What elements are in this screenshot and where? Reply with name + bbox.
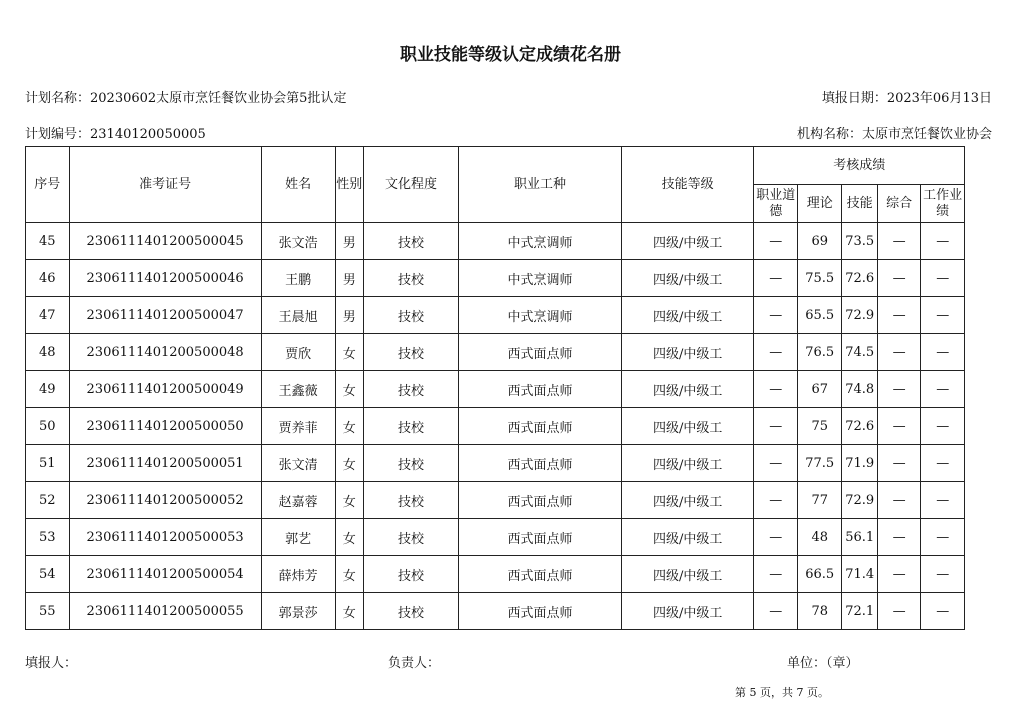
cell-ethics: — [754,297,798,334]
cell-education: 技校 [363,223,458,260]
cell-gender: 女 [335,556,363,593]
cell-education: 技校 [363,260,458,297]
cell-name: 张文浩 [261,223,335,260]
header-scores: 考核成绩 [754,147,965,185]
cell-seq: 49 [26,371,70,408]
header-level: 技能等级 [621,147,754,223]
header-exam-id: 准考证号 [69,147,261,223]
page-title: 职业技能等级认定成绩花名册 [400,45,621,65]
cell-seq: 52 [26,482,70,519]
header-skill: 技能 [842,185,877,223]
roster-body [26,223,965,630]
cell-theory: 78 [797,593,842,630]
cell-education: 技校 [363,408,458,445]
cell-ethics: — [754,482,798,519]
cell-overall: — [877,260,921,297]
org-name-value: 太原市烹饪餐饮业协会 [861,127,992,142]
cell-gender: 女 [335,482,363,519]
cell-theory: 66.5 [797,556,842,593]
cell-work: — [921,371,965,408]
cell-exam-id: 2306111401200500047 [69,297,261,334]
cell-name: 张文清 [261,445,335,482]
cell-skill: 72.9 [842,482,877,519]
cell-name: 贾养菲 [261,408,335,445]
cell-gender: 男 [335,223,363,260]
cell-skill: 73.5 [842,223,877,260]
cell-ethics: — [754,519,798,556]
cell-exam-id: 2306111401200500055 [69,593,261,630]
cell-education: 技校 [363,593,458,630]
cell-theory: 48 [797,519,842,556]
cell-gender: 女 [335,371,363,408]
cell-gender: 女 [335,334,363,371]
cell-seq: 55 [26,593,70,630]
cell-skill: 56.1 [842,519,877,556]
roster-table [25,146,965,630]
responsible-label: 负责人： [388,656,441,671]
cell-theory: 77.5 [797,445,842,482]
header-theory: 理论 [797,185,842,223]
cell-level: 四级/中级工 [621,260,754,297]
cell-seq: 48 [26,334,70,371]
plan-name [25,87,346,106]
cell-overall: — [877,556,921,593]
report-date [822,87,992,106]
cell-education: 技校 [363,445,458,482]
cell-gender: 女 [335,408,363,445]
cell-overall: — [877,297,921,334]
cell-occupation: 中式烹调师 [459,297,622,334]
cell-name: 郭艺 [261,519,335,556]
cell-skill: 72.1 [842,593,877,630]
cell-work: — [921,260,965,297]
cell-theory: 69 [797,223,842,260]
cell-gender: 男 [335,260,363,297]
cell-overall: — [877,223,921,260]
cell-skill: 72.6 [842,408,877,445]
header-seq: 序号 [26,147,70,223]
header-gender: 性别 [335,147,363,223]
cell-gender: 男 [335,297,363,334]
cell-work: — [921,445,965,482]
table-row [26,482,965,519]
cell-level: 四级/中级工 [621,519,754,556]
cell-skill: 71.4 [842,556,877,593]
cell-name: 王鹏 [261,260,335,297]
plan-number-label: 计划编号： [25,127,91,142]
cell-theory: 75 [797,408,842,445]
cell-education: 技校 [363,371,458,408]
table-row [26,445,965,482]
cell-name: 薛炜芳 [261,556,335,593]
cell-education: 技校 [363,519,458,556]
cell-level: 四级/中级工 [621,408,754,445]
cell-overall: — [877,519,921,556]
report-date-label: 填报日期： [821,91,887,106]
cell-gender: 女 [335,445,363,482]
cell-work: — [921,334,965,371]
cell-seq: 47 [26,297,70,334]
cell-seq: 54 [26,556,70,593]
header-occupation: 职业工种 [459,147,622,223]
filler-label: 填报人： [25,656,78,671]
cell-skill: 74.5 [842,334,877,371]
cell-occupation: 西式面点师 [459,593,622,630]
cell-exam-id: 2306111401200500050 [69,408,261,445]
cell-exam-id: 2306111401200500046 [69,260,261,297]
cell-work: — [921,482,965,519]
cell-ethics: — [754,334,798,371]
report-date-value: 2023年06月13日 [886,91,992,106]
header-education: 文化程度 [363,147,458,223]
cell-exam-id: 2306111401200500051 [69,445,261,482]
header-ethics: 职业道德 [754,185,798,223]
cell-ethics: — [754,445,798,482]
cell-occupation: 中式烹调师 [459,260,622,297]
cell-level: 四级/中级工 [621,445,754,482]
cell-seq: 45 [26,223,70,260]
cell-work: — [921,593,965,630]
cell-name: 王晨旭 [261,297,335,334]
cell-education: 技校 [363,334,458,371]
plan-name-label: 计划名称： [25,91,91,106]
cell-skill: 72.6 [842,260,877,297]
cell-occupation: 西式面点师 [459,445,622,482]
cell-gender: 女 [335,593,363,630]
cell-seq: 51 [26,445,70,482]
cell-theory: 75.5 [797,260,842,297]
header-work: 工作业绩 [921,185,965,223]
table-row [26,593,965,630]
cell-occupation: 西式面点师 [459,334,622,371]
table-row [26,371,965,408]
cell-occupation: 西式面点师 [459,519,622,556]
cell-overall: — [877,593,921,630]
cell-exam-id: 2306111401200500049 [69,371,261,408]
cell-exam-id: 2306111401200500052 [69,482,261,519]
cell-occupation: 西式面点师 [459,371,622,408]
table-row [26,519,965,556]
table-row [26,408,965,445]
table-row [26,556,965,593]
cell-exam-id: 2306111401200500045 [69,223,261,260]
cell-occupation: 西式面点师 [459,408,622,445]
cell-theory: 65.5 [797,297,842,334]
cell-ethics: — [754,408,798,445]
cell-level: 四级/中级工 [621,482,754,519]
table-row [26,260,965,297]
cell-occupation: 中式烹调师 [459,223,622,260]
cell-overall: — [877,408,921,445]
org-name [797,123,992,142]
cell-overall: — [877,482,921,519]
cell-theory: 77 [797,482,842,519]
cell-name: 王鑫薇 [261,371,335,408]
cell-skill: 72.9 [842,297,877,334]
cell-exam-id: 2306111401200500048 [69,334,261,371]
cell-ethics: — [754,556,798,593]
cell-overall: — [877,334,921,371]
cell-level: 四级/中级工 [621,334,754,371]
cell-name: 郭景莎 [261,593,335,630]
cell-work: — [921,297,965,334]
table-row [26,334,965,371]
cell-theory: 67 [797,371,842,408]
cell-ethics: — [754,223,798,260]
plan-number-value: 23140120050005 [90,127,206,142]
cell-work: — [921,519,965,556]
header-overall: 综合 [877,185,921,223]
table-row [26,297,965,334]
cell-level: 四级/中级工 [621,556,754,593]
cell-level: 四级/中级工 [621,371,754,408]
cell-gender: 女 [335,519,363,556]
header-name: 姓名 [261,147,335,223]
cell-level: 四级/中级工 [621,223,754,260]
cell-theory: 76.5 [797,334,842,371]
plan-number [25,123,206,142]
page-info: 第 5 页，共 7 页。 [735,686,829,699]
cell-skill: 71.9 [842,445,877,482]
cell-work: — [921,556,965,593]
plan-name-value: 20230602太原市烹饪餐饮业协会第5批认定 [90,91,347,106]
cell-exam-id: 2306111401200500053 [69,519,261,556]
cell-level: 四级/中级工 [621,297,754,334]
cell-work: — [921,408,965,445]
unit-stamp-label: 单位：（章） [787,656,859,671]
cell-overall: — [877,371,921,408]
cell-occupation: 西式面点师 [459,482,622,519]
cell-ethics: — [754,593,798,630]
cell-name: 赵嘉蓉 [261,482,335,519]
cell-work: — [921,223,965,260]
cell-overall: — [877,445,921,482]
cell-occupation: 西式面点师 [459,556,622,593]
cell-seq: 50 [26,408,70,445]
org-name-label: 机构名称： [796,127,862,142]
cell-exam-id: 2306111401200500054 [69,556,261,593]
cell-skill: 74.8 [842,371,877,408]
cell-seq: 46 [26,260,70,297]
cell-name: 贾欣 [261,334,335,371]
cell-seq: 53 [26,519,70,556]
cell-ethics: — [754,371,798,408]
cell-education: 技校 [363,556,458,593]
table-row [26,223,965,260]
cell-education: 技校 [363,482,458,519]
cell-education: 技校 [363,297,458,334]
cell-ethics: — [754,260,798,297]
cell-level: 四级/中级工 [621,593,754,630]
